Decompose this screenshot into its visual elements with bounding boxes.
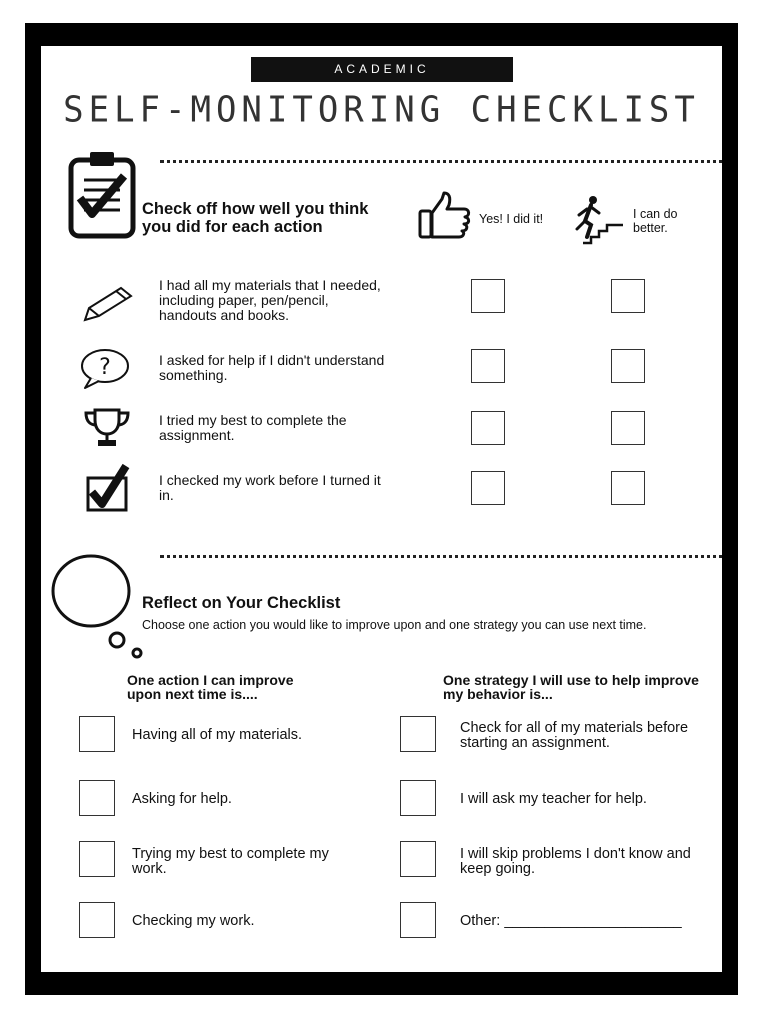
thumbs-up-icon [418, 191, 472, 239]
action-text-materials: I had all my materials that I needed, including paper, pen/pencil, handouts and books. [159, 277, 381, 323]
action-text-checked: I checked my work before I turned it in. [159, 472, 381, 503]
climbing-stairs-icon [573, 195, 625, 245]
improve-option-text: Trying my best to complete my work. [132, 846, 329, 877]
improve-option-text: Checking my work. [132, 913, 255, 929]
reflect-instruction: Choose one action you would like to improve upon and one strategy you can use next time. [142, 618, 647, 632]
clipboard-icon [68, 150, 136, 238]
improve-option-1-checkbox[interactable] [79, 716, 115, 752]
trophy-icon [83, 408, 131, 448]
strategy-option-text: I will ask my teacher for help. [460, 791, 647, 807]
category-badge: ACADEMIC [251, 57, 513, 82]
improve-option-4-checkbox[interactable] [79, 902, 115, 938]
improve-option-text: Having all of my materials. [132, 727, 303, 743]
action-2-better-checkbox[interactable] [611, 349, 645, 383]
strategy-option-text: I will skip problems I don't know and keep going. [460, 846, 691, 877]
page-title: SELF-MONITORING CHECKLIST [63, 89, 700, 131]
reflect-heading: Reflect on Your Checklist [142, 594, 341, 612]
thought-bubble-icon [49, 554, 133, 662]
action-3-better-checkbox[interactable] [611, 411, 645, 445]
dotted-divider-top [160, 160, 722, 163]
improve-option-2-checkbox[interactable] [79, 780, 115, 816]
action-text-best: I tried my best to complete the assignment. [159, 412, 347, 443]
strategy-option-1-checkbox[interactable] [400, 716, 436, 752]
column-label-yes: Yes! I did it! [479, 212, 544, 226]
checked-box-icon [86, 464, 130, 512]
action-4-yes-checkbox[interactable] [471, 471, 505, 505]
worksheet-page [41, 46, 722, 972]
action-3-yes-checkbox[interactable] [471, 411, 505, 445]
action-4-better-checkbox[interactable] [611, 471, 645, 505]
svg-text:?: ? [99, 355, 111, 380]
action-1-better-checkbox[interactable] [611, 279, 645, 313]
dotted-divider-middle [160, 555, 722, 558]
strategy-option-text: Check for all of my materials before starting an assignment. [460, 720, 689, 751]
strategy-option-4-checkbox[interactable] [400, 902, 436, 938]
strategy-other-text[interactable]: Other: ______________________ [460, 913, 682, 929]
column-label-better: I can do better. [633, 207, 678, 235]
right-column-heading: One strategy I will use to help improve my behavior is... [443, 672, 699, 702]
action-text-help: I asked for help if I didn't understand something. [159, 352, 385, 383]
checklist-heading: Check off how well you think you did for each action [142, 200, 369, 236]
improve-option-3-checkbox[interactable] [79, 841, 115, 877]
left-column-heading: One action I can improve upon next time is.... [127, 672, 294, 702]
question-bubble-icon [79, 348, 131, 390]
improve-option-text: Asking for help. [132, 791, 232, 807]
action-1-yes-checkbox[interactable] [471, 279, 505, 313]
strategy-option-3-checkbox[interactable] [400, 841, 436, 877]
pencil-icon [81, 286, 137, 324]
strategy-option-2-checkbox[interactable] [400, 780, 436, 816]
action-2-yes-checkbox[interactable] [471, 349, 505, 383]
